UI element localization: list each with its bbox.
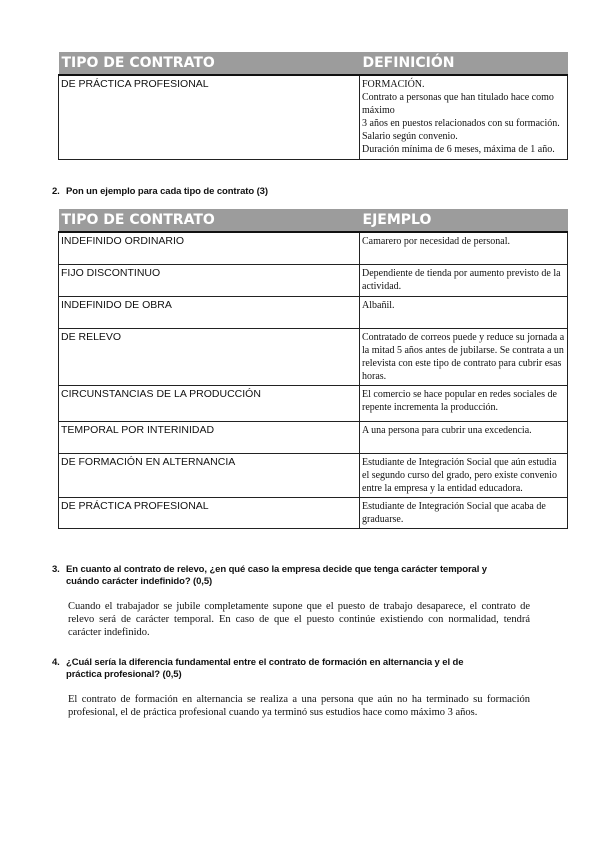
answer-4: El contrato de formación en alternancia se realiza a una persona que aún no ha terminado su formación profesional, el de práctica profesional cuando ya terminó sus estudios hace como máximo 3 años. [68, 694, 530, 718]
contract-type-cell: INDEFINIDO ORDINARIO [59, 232, 360, 264]
example-cell: A una persona para cubrir una excedencia. [360, 421, 568, 453]
contract-type-cell: INDEFINIDO DE OBRA [59, 296, 360, 328]
example-cell: Estudiante de Integración Social que aún estudia el segundo curso del grado, pero existe convenio entre la empresa y la entidad educadora. [360, 453, 568, 497]
definition-line: 3 años en puestos relacionados con su formación. [362, 118, 560, 129]
example-cell: El comercio se hace popular en redes sociales de repente incrementa la producción. [360, 385, 568, 421]
question-2 [52, 186, 532, 198]
contract-type-cell: DE PRÁCTICA PROFESIONAL [59, 497, 360, 528]
table-row [59, 75, 568, 159]
answer-3: Cuando el trabajador se jubile completamente supone que el puesto de trabajo desaparece, el contrato de relevo será de carácter temporal. En caso de que el puesto continúe existiendo con normalidad, tendrá carácter indefinido. [68, 601, 530, 638]
contract-type-cell: DE RELEVO [59, 328, 360, 385]
contract-type-cell: DE PRÁCTICA PROFESIONAL [59, 75, 360, 159]
definition-line: Contrato a personas que han titulado hace como máximo [362, 92, 554, 116]
table-row [59, 385, 568, 421]
definition-line: Salario según convenio. [362, 131, 458, 142]
table-row [59, 328, 568, 385]
header-definition: DEFINICIÓN [360, 52, 568, 75]
table-row [59, 296, 568, 328]
table-row [59, 264, 568, 296]
question-text-line-2: práctica profesional? (0,5) [66, 669, 182, 680]
question-text-line-2: cuándo carácter indefinido? (0,5) [66, 576, 213, 587]
example-cell: Estudiante de Integración Social que acaba de graduarse. [360, 497, 568, 528]
definition-cell [360, 75, 568, 159]
question-text-line-1: ¿Cuál sería la diferencia fundamental entre el contrato de formación en alternancia y el de [66, 657, 464, 668]
question-4 [52, 657, 532, 681]
table-row [59, 421, 568, 453]
question-text: Pon un ejemplo para cada tipo de contrato (3) [66, 186, 268, 197]
example-table-header [59, 209, 568, 232]
contract-type-cell: CIRCUNSTANCIAS DE LA PRODUCCIÓN [59, 385, 360, 421]
header-contract-type: TIPO DE CONTRATO [59, 52, 360, 75]
example-cell: Contratado de correos puede y reduce su jornada a la mitad 5 años antes de jubilarse. Se contrata a un relevista con este tipo de contrato para cubrir esas horas. [360, 328, 568, 385]
table-row [59, 497, 568, 528]
contract-type-cell: DE FORMACIÓN EN ALTERNANCIA [59, 453, 360, 497]
definition-line: Duración mínima de 6 meses, máxima de 1 año. [362, 144, 555, 155]
definition-table [58, 52, 568, 160]
example-cell: Camarero por necesidad de personal. [360, 232, 568, 264]
definition-table-header [59, 52, 568, 75]
header-example: EJEMPLO [360, 209, 568, 232]
example-cell: Dependiente de tienda por aumento previsto de la actividad. [360, 264, 568, 296]
question-number: 2. [52, 186, 60, 197]
header-contract-type: TIPO DE CONTRATO [59, 209, 360, 232]
example-cell: Albañil. [360, 296, 568, 328]
table-row [59, 232, 568, 264]
question-number: 3. [52, 564, 60, 575]
question-number: 4. [52, 657, 60, 668]
example-table [58, 209, 568, 529]
question-3 [52, 564, 532, 588]
contract-type-cell: FIJO DISCONTINUO [59, 264, 360, 296]
contract-type-cell: TEMPORAL POR INTERINIDAD [59, 421, 360, 453]
table-row [59, 453, 568, 497]
question-text-line-1: En cuanto al contrato de relevo, ¿en qué caso la empresa decide que tenga carácter temporal y [66, 564, 487, 575]
definition-line: FORMACIÓN. [362, 79, 425, 90]
